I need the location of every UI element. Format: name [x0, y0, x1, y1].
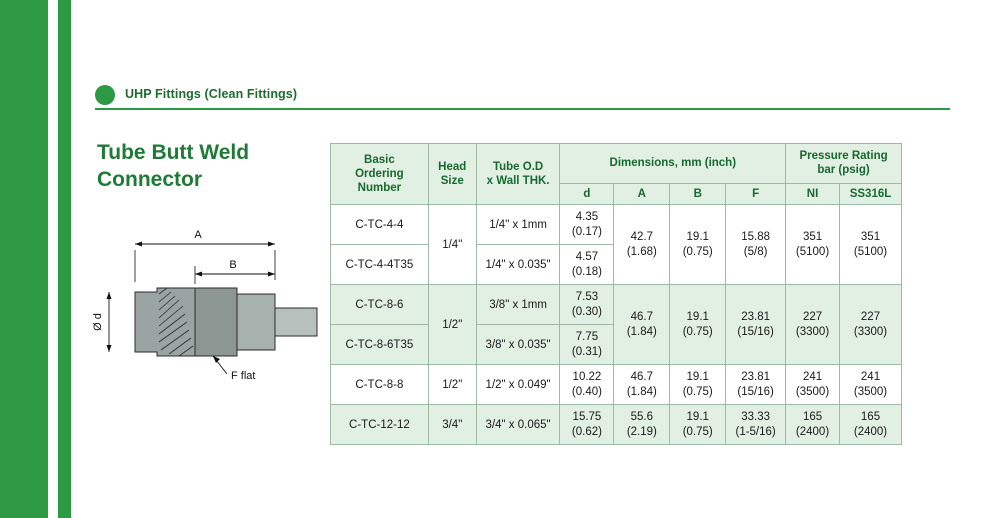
col-bon-line2: Ordering — [355, 167, 404, 180]
cell-dim-a: 46.7 (1.84) — [614, 285, 670, 365]
col-tube-od — [476, 144, 560, 205]
cell-dim-f: 33.33 (1-5/16) — [726, 405, 786, 445]
cell-code: C-TC-8-6T35 — [331, 325, 429, 365]
page-header — [95, 82, 950, 112]
cell-dim-b: 19.1 (0.75) — [670, 205, 726, 285]
cell-code: C-TC-12-12 — [331, 405, 429, 445]
cell-code: C-TC-8-6 — [331, 285, 429, 325]
product-drawing — [85, 222, 320, 402]
cell-pressure-ni: 165 (2400) — [786, 405, 840, 445]
cell-dim-b: 19.1 (0.75) — [670, 405, 726, 445]
col-basic-ordering-number — [331, 144, 429, 205]
table-header-row-1 — [331, 144, 902, 184]
cell-dim-a: 46.7 (1.84) — [614, 365, 670, 405]
cell-head-size: 1/2" — [428, 365, 476, 405]
table-header — [331, 144, 902, 205]
cell-dim-d: 7.53 (0.30) — [560, 285, 614, 325]
col-dim-b: B — [670, 183, 726, 204]
col-head-size — [428, 144, 476, 205]
cell-tube-od: 1/4" x 0.035" — [476, 245, 560, 285]
col-bon-line3: Number — [357, 182, 402, 195]
col-pressure-line2: bar (psig) — [817, 164, 870, 177]
page-title-line2: Connector — [97, 167, 202, 191]
col-head-size-line2: Size — [440, 175, 464, 188]
header-divider — [95, 108, 950, 110]
col-dim-a: A — [614, 183, 670, 204]
col-pressure-line1: Pressure Rating — [799, 150, 888, 162]
cell-tube-od: 1/4" x 1mm — [476, 205, 560, 245]
dim-label-b: B — [229, 259, 237, 271]
cell-dim-d: 4.35 (0.17) — [560, 205, 614, 245]
cell-dim-d: 10.22 (0.40) — [560, 365, 614, 405]
col-dimensions-group: Dimensions, mm (inch) — [560, 144, 786, 184]
cell-code: C-TC-8-8 — [331, 365, 429, 405]
col-pressure-group — [786, 144, 902, 184]
cell-dim-b: 19.1 (0.75) — [670, 365, 726, 405]
dim-label-d: Ø d — [92, 313, 104, 331]
cell-pressure-ni: 351 (5100) — [786, 205, 840, 285]
table-row — [331, 285, 902, 325]
cell-pressure-ni: 227 (3300) — [786, 285, 840, 365]
cell-code: C-TC-4-4 — [331, 205, 429, 245]
col-tube-od-line2: x Wall THK. — [486, 175, 550, 188]
cell-code: C-TC-4-4T35 — [331, 245, 429, 285]
page-title — [97, 140, 327, 194]
spec-table — [330, 143, 902, 445]
col-tube-od-line1: Tube O.D — [492, 160, 544, 173]
cell-dim-f: 23.81 (15/16) — [726, 285, 786, 365]
cell-pressure-ss: 351 (5100) — [840, 205, 902, 285]
cell-head-size: 3/4" — [428, 405, 476, 445]
cell-pressure-ss: 227 (3300) — [840, 285, 902, 365]
col-pressure-ni: NI — [786, 183, 840, 204]
col-dim-f: F — [726, 183, 786, 204]
table-row — [331, 205, 902, 245]
table-body — [331, 205, 902, 445]
bullet-dot-icon — [95, 85, 115, 105]
dim-label-a: A — [194, 229, 202, 241]
cell-pressure-ss: 241 (3500) — [840, 365, 902, 405]
table-row — [331, 405, 902, 445]
col-head-size-line1: Head — [438, 160, 467, 173]
cell-dim-b: 19.1 (0.75) — [670, 285, 726, 365]
cell-dim-a: 55.6 (2.19) — [614, 405, 670, 445]
cell-pressure-ss: 165 (2400) — [840, 405, 902, 445]
cell-head-size: 1/2" — [428, 285, 476, 365]
cell-dim-f: 23.81 (15/16) — [726, 365, 786, 405]
cell-dim-f: 15.88 (5/8) — [726, 205, 786, 285]
cell-tube-od: 1/2" x 0.049" — [476, 365, 560, 405]
col-dim-d: d — [560, 183, 614, 204]
page-title-line1: Tube Butt Weld — [97, 141, 250, 164]
fitting-diagram-svg — [85, 222, 320, 402]
cell-pressure-ni: 241 (3500) — [786, 365, 840, 405]
cell-tube-od: 3/8" x 1mm — [476, 285, 560, 325]
table-row — [331, 365, 902, 405]
cell-dim-d: 7.75 (0.31) — [560, 325, 614, 365]
left-green-bar-secondary — [58, 0, 71, 518]
spec-table-container — [330, 143, 902, 445]
cell-dim-d: 4.57 (0.18) — [560, 245, 614, 285]
cell-dim-d: 15.75 (0.62) — [560, 405, 614, 445]
dim-label-f-flat: F flat — [231, 370, 256, 382]
header-title: UHP Fittings (Clean Fittings) — [125, 87, 298, 101]
col-pressure-ss316l: SS316L — [840, 183, 902, 204]
left-green-bar — [0, 0, 48, 518]
cell-head-size: 1/4" — [428, 205, 476, 285]
cell-tube-od: 3/4" x 0.065" — [476, 405, 560, 445]
col-bon-line1: Basic — [364, 153, 395, 166]
cell-tube-od: 3/8" x 0.035" — [476, 325, 560, 365]
cell-dim-a: 42.7 (1.68) — [614, 205, 670, 285]
